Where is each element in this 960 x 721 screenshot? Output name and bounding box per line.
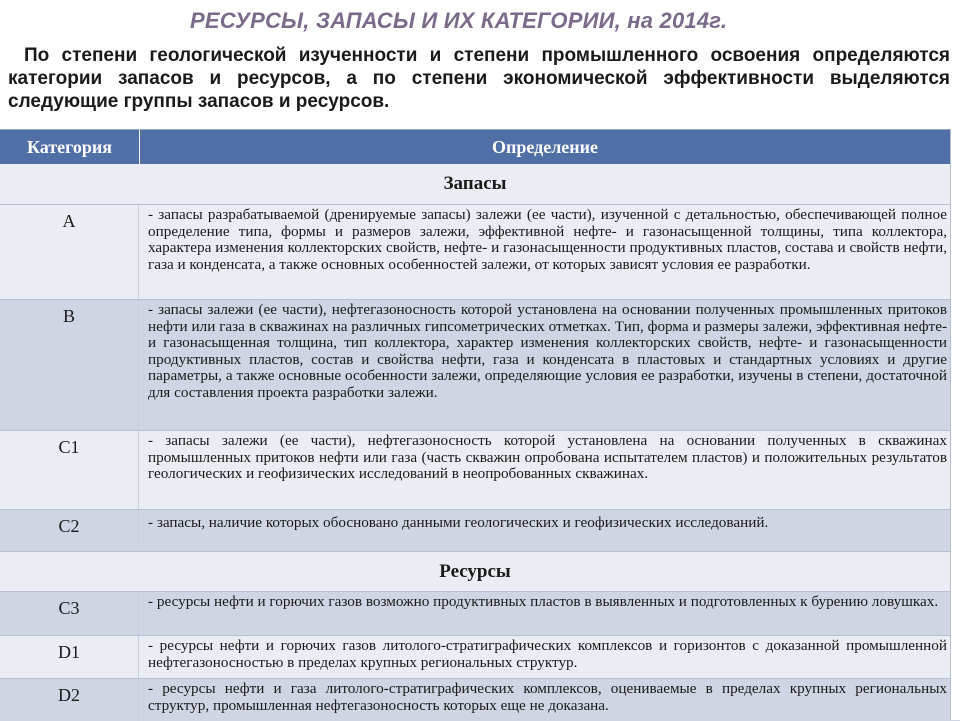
table-row [0,431,960,510]
slide-title: РЕСУРСЫ, ЗАПАСЫ И ИХ КАТЕГОРИИ, на 2014г. [190,8,728,33]
header-category: Категория [0,130,140,164]
row-category: C3 [0,592,139,635]
row-category: C1 [0,431,139,509]
row-category: C2 [0,510,139,551]
table-row [0,510,960,552]
section-title-reserves: Запасы [443,173,507,194]
section-title-resources: Ресурсы [439,560,511,582]
intro-paragraph: По степени геологической изученности и степени промышленного освоения определяются категории запасов и ресурсов, а по степени экономической эффективности выделяются следующие группы запасов и ресурсов. [8,45,950,112]
row-definition: - запасы, наличие которых обосновано данными геологических и геофизических исследований. [148,514,769,531]
header-definition: Определение [491,136,599,157]
row-definition: - ресурсы нефти и газа литолого-стратиграфических комплексов, оцениваемые в пределах крупных региональных структур, промышленная нефтегазоносность которых еще не доказана. [148,680,947,714]
section-row-resources [0,552,960,592]
row-category: A [0,205,139,299]
row-definition: - ресурсы нефти и горючих газов возможно продуктивных пластов в выявленных и подготовленных к бурению ловушках. [148,593,939,610]
table-header-row [0,130,960,164]
row-category: D1 [0,636,139,678]
reserves-table [0,129,960,721]
row-category: B [0,300,139,430]
section-row-reserves [0,164,960,205]
table-row [0,300,960,431]
table-row [0,679,960,721]
row-definition: - запасы залежи (ее части), нефтегазоносность которой установлена на основании полученных в скважинах промышленных притоков нефти или газа (часть скважин опробована испытателем пластов) и положительных результатов геологических и геофизических исследований в неопробованных скважинах. [148,432,947,483]
table-right-margin [950,129,960,720]
intro-text [8,44,950,113]
table-row [0,636,960,679]
table-row [0,205,960,300]
table-row [0,592,960,636]
row-definition: - ресурсы нефти и горючих газов литолого-стратиграфических комплексов и горизонтов с доказанной промышленной нефтегазоносностью в пределах крупных региональных структур. [148,637,947,671]
row-definition: - запасы залежи (ее части), нефтегазоносность которой установлена на основании полученных промышленных притоков нефти или газа в скважинах на различных гипсометрических отметках. Тип, форма и размеры залежи, эффективная нефте- и газонасыщенная толщина, тип коллектора, характер изменения коллекторских свойств, нефте- и газонасыщенности продуктивных пластов, состав и свойства нефти, газа и конденсата в пластовых и стандартных условиях и другие параметры, а также основные особенности залежи, определяющие условия ее разработки, изучены в степени, достаточной для составления проекта разработки залежи. [148,301,947,401]
row-category: D2 [0,679,139,721]
row-definition: - запасы разрабатываемой (дренируемые запасы) залежи (ее части), изученной с детальностью, обеспечивающей полное определение типа, формы и размеров залежи, эффективной нефте- и газонасыщенной толщины, типа коллектора, характера изменения коллекторских свойств, нефте- и газонасыщенности продуктивных пластов, состава и свойств нефти, газа и конденсата, а также основных особенностей залежи, от которых зависят условия ее разработки. [148,206,947,273]
